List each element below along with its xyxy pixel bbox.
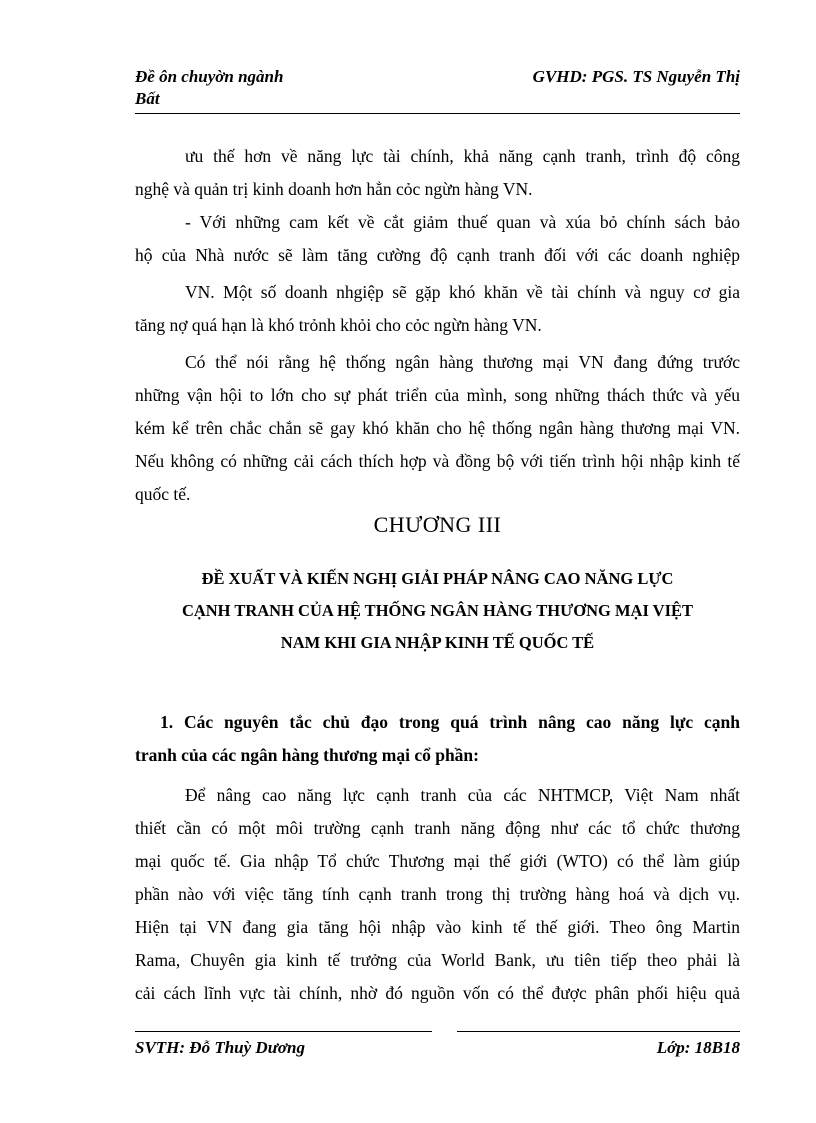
section-heading-line: 1. Các nguyên tắc chủ đạo trong quá trình nâng cao năng lực cạnh [160, 712, 740, 732]
text-line: mại quốc tế. Gia nhập Tổ chức Thương mại thế giới (WTO) có thể làm giúp [135, 851, 740, 871]
text-line: - Với những cam kết về cắt giảm thuế quan và xúa bỏ chính sách bảo [185, 212, 740, 232]
footer-rule-right [457, 1031, 740, 1032]
text-line: Hiện tại VN đang gia tăng hội nhập vào kinh tế thế giới. Theo ông Martin [135, 917, 740, 937]
text-line: tăng nợ quá hạn là khó trỏnh khỏi cho cỏc ngừn hàng VN. [135, 315, 542, 335]
text-line: thiết cần có một môi trường cạnh tranh năng động như các tổ chức thương [135, 818, 740, 838]
text-line: Nếu không có những cải cách thích hợp và đồng bộ với tiến trình hội nhập kinh tế [135, 451, 740, 471]
text-line: Để nâng cao năng lực cạnh tranh của các NHTMCP, Việt Nam nhất [185, 785, 740, 805]
paragraph-2 [135, 206, 740, 272]
header-left-line1: Đề ôn chuyờn ngành [135, 67, 284, 86]
text-line: những vận hội to lớn cho sự phát triển của mình, song những thách thức và yếu [135, 385, 740, 405]
text-line: hộ của Nhà nước sẽ làm tăng cường độ cạnh tranh đối với các doanh nghiệp [135, 245, 740, 265]
header-left-line2: Bất [135, 89, 160, 108]
header-right: GVHD: PGS. TS Nguyễn Thị [532, 67, 740, 86]
text-line: phần nào với việc tăng tính cạnh tranh trong thị trường hàng hoá và dịch vụ. [135, 884, 740, 904]
chapter-subtitle-line: ĐỀ XUẤT VÀ KIẾN NGHỊ GIẢI PHÁP NÂNG CAO NĂNG LỰC [201, 569, 674, 588]
chapter-subtitle-line: CẠNH TRANH CỦA HỆ THỐNG NGÂN HÀNG THƯƠNG MẠI VIỆT [181, 601, 694, 620]
section-heading [135, 706, 740, 772]
text-line: nghệ và quản trị kinh doanh hơn hẳn cỏc ngừn hàng VN. [135, 179, 533, 199]
paragraph-4 [135, 346, 740, 511]
text-line: Rama, Chuyên gia kinh tế trưởng của World Bank, ưu tiên tiếp theo phải là [135, 950, 740, 970]
paragraph-3 [135, 276, 740, 342]
chapter-title: CHƯƠNG III [373, 512, 502, 537]
text-line: kém kể trên chắc chắn sẽ gay khó khăn cho hệ thống ngân hàng thương mại VN. [135, 418, 740, 438]
text-line: ưu thế hơn về năng lực tài chính, khả năng cạnh tranh, trình độ công [185, 146, 740, 166]
header-left [135, 66, 395, 110]
text-line: cải cách lĩnh vực tài chính, nhờ đó nguồn vốn có thể được phân phối hiệu quả [135, 983, 740, 1003]
text-line: VN. Một số doanh nhgiệp sẽ gặp khó khăn về tài chính và nguy cơ gia [185, 282, 740, 302]
footer-rule-left [135, 1031, 432, 1032]
chapter-subtitle [135, 563, 740, 659]
text-line: quốc tế. [135, 484, 191, 504]
text-line: Có thể nói rằng hệ thống ngân hàng thương mại VN đang đứng trước [185, 352, 740, 372]
paragraph-5 [135, 779, 740, 1010]
header-rule [135, 113, 740, 114]
footer-right: Lớp: 18B18 [656, 1038, 740, 1057]
paragraph-1 [135, 140, 740, 206]
chapter-subtitle-line: NAM KHI GIA NHẬP KINH TẾ QUỐC TẾ [280, 633, 595, 652]
section-heading-line: tranh của các ngân hàng thương mại cổ phần: [135, 745, 479, 765]
footer-left: SVTH: Đỗ Thuỳ Dương [135, 1038, 305, 1057]
